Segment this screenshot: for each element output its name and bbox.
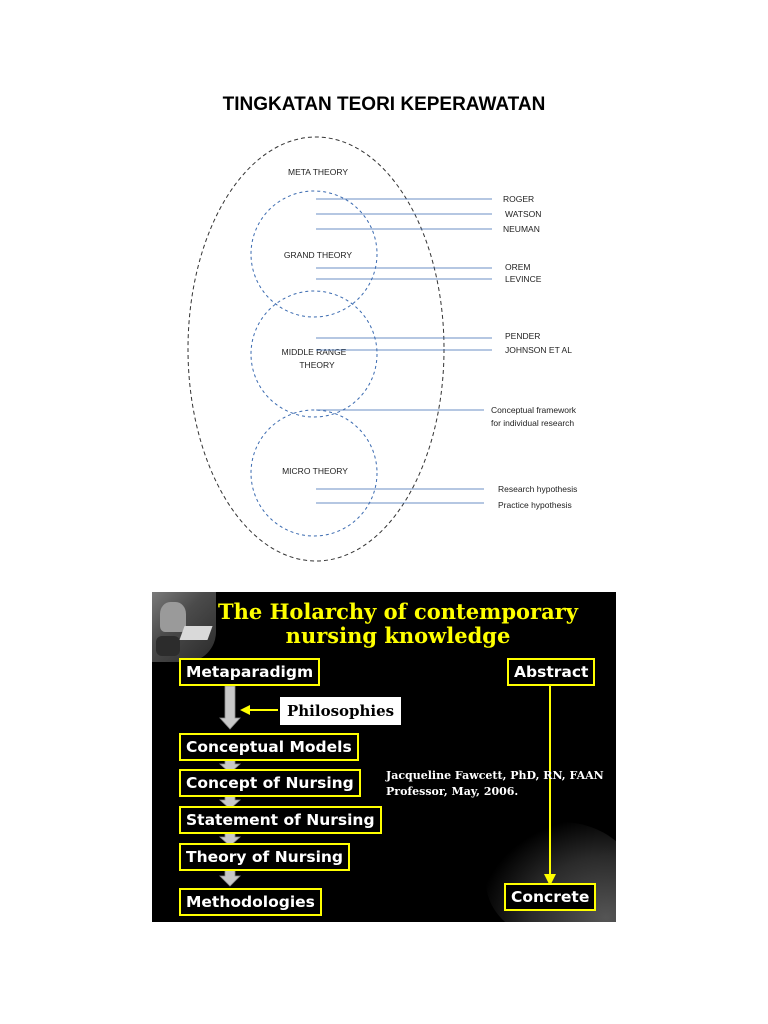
callout-watson: WATSON <box>505 209 542 219</box>
callout-orem: OREM <box>505 262 531 272</box>
callout-research-hypothesis: Research hypothesis <box>498 484 578 494</box>
callout-practice-hypothesis: Practice hypothesis <box>498 500 572 510</box>
slide-title-line2: nursing knowledge <box>285 623 511 648</box>
author-credit <box>386 768 604 800</box>
grand-theory-label: GRAND THEORY <box>283 250 353 260</box>
callout-neuman: NEUMAN <box>503 224 540 234</box>
slide-title <box>198 600 598 648</box>
meta-theory-label: META THEORY <box>288 167 348 177</box>
metaparadigm-box: Metaparadigm <box>179 658 320 686</box>
down-arrow-1 <box>220 686 240 729</box>
statement-of-nursing-box: Statement of Nursing <box>179 806 382 834</box>
callout-conceptual-line1: Conceptual framework <box>491 405 577 415</box>
down-arrow-5 <box>220 870 240 886</box>
micro-theory-label: MICRO THEORY <box>282 466 348 476</box>
callout-johnson: JOHNSON ET AL <box>505 345 572 355</box>
middle-range-label-line1: MIDDLE RANGE <box>281 347 347 357</box>
page-title: TINGKATAN TEORI KEPERAWATAN <box>222 94 546 115</box>
author-line1: Jacqueline Fawcett, PhD, RN, FAAN <box>386 769 604 782</box>
conceptual-models-box: Conceptual Models <box>179 733 359 761</box>
concrete-box: Concrete <box>504 883 596 911</box>
concept-of-nursing-box: Concept of Nursing <box>179 769 361 797</box>
abstract-box: Abstract <box>507 658 595 686</box>
slide-title-line1: The Holarchy of contemporary <box>218 599 578 624</box>
methodologies-box: Methodologies <box>179 888 322 916</box>
author-line2: Professor, May, 2006. <box>386 785 519 798</box>
middle-range-label-line2: THEORY <box>299 360 335 370</box>
theory-of-nursing-box: Theory of Nursing <box>179 843 350 871</box>
holarchy-slide <box>152 592 616 922</box>
philosophies-box: Philosophies <box>280 697 401 725</box>
philosophies-arrow-head <box>240 705 250 715</box>
callout-levince: LEVINCE <box>505 274 542 284</box>
callout-conceptual-line2: for individual research <box>491 418 575 428</box>
callout-pender: PENDER <box>505 331 541 341</box>
callout-roger: ROGER <box>503 194 535 204</box>
